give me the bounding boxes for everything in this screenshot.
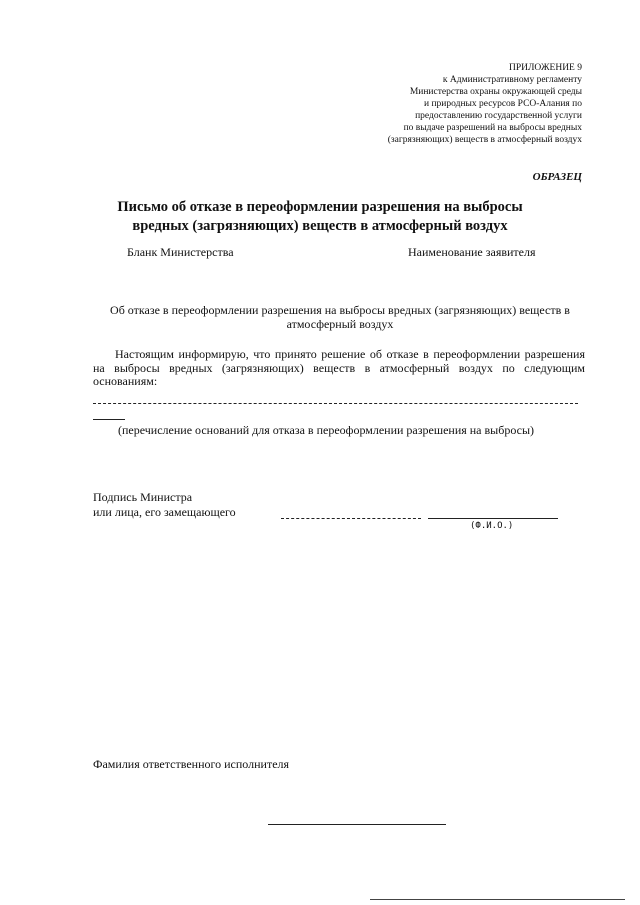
page-edge-line: [370, 899, 625, 900]
subject-line: атмосферный воздух: [286, 317, 394, 331]
appendix-line: Министерства охраны окружающей среды: [409, 87, 582, 97]
signature-label: [93, 490, 236, 520]
reasons-fill-line: [93, 403, 578, 404]
signature-label-line: Подпись Министра: [93, 490, 193, 504]
fio-line: [428, 518, 558, 519]
executor-fill-line: [268, 824, 446, 825]
executor-label: Фамилия ответственного исполнителя: [93, 757, 290, 771]
ministry-form-label: Бланк Министерства: [127, 245, 234, 259]
appendix-line: к Административному регламенту: [442, 75, 582, 85]
title-line: вредных (загрязняющих) веществ в атмосферный воздух: [132, 218, 508, 234]
letter-subject: [90, 303, 590, 331]
signature-line: [281, 518, 421, 519]
appendix-line: и природных ресурсов РСО-Алания по: [424, 99, 582, 109]
document-title: [100, 198, 540, 236]
fio-caption: (Ф.И.О.): [470, 521, 514, 531]
applicant-name-label: Наименование заявителя: [408, 245, 536, 259]
reasons-fill-line-short: [93, 419, 125, 420]
letter-body: Настоящим информирую, что принято решение об отказе в переоформлении разрешения на выбросы вредных (загрязняющих) веществ в атмосферный воздух по следующим основаниям:: [93, 347, 585, 388]
sample-label: ОБРАЗЕЦ: [532, 171, 582, 183]
title-line: Письмо об отказе в переоформлении разрешения на выбросы: [117, 199, 523, 215]
appendix-line: ПРИЛОЖЕНИЕ 9: [508, 63, 582, 73]
appendix-line: (загрязняющих) веществ в атмосферный воздух: [387, 135, 582, 145]
appendix-line: предоставлению государственной услуги: [415, 111, 582, 121]
appendix-header: [322, 62, 582, 146]
signature-label-line: или лица, его замещающего: [93, 505, 236, 519]
appendix-line: по выдаче разрешений на выбросы вредных: [403, 123, 582, 133]
reasons-caption: (перечисление оснований для отказа в переоформлении разрешения на выбросы): [118, 423, 535, 437]
subject-line: Об отказе в переоформлении разрешения на выбросы вредных (загрязняющих) веществ в: [110, 303, 570, 317]
